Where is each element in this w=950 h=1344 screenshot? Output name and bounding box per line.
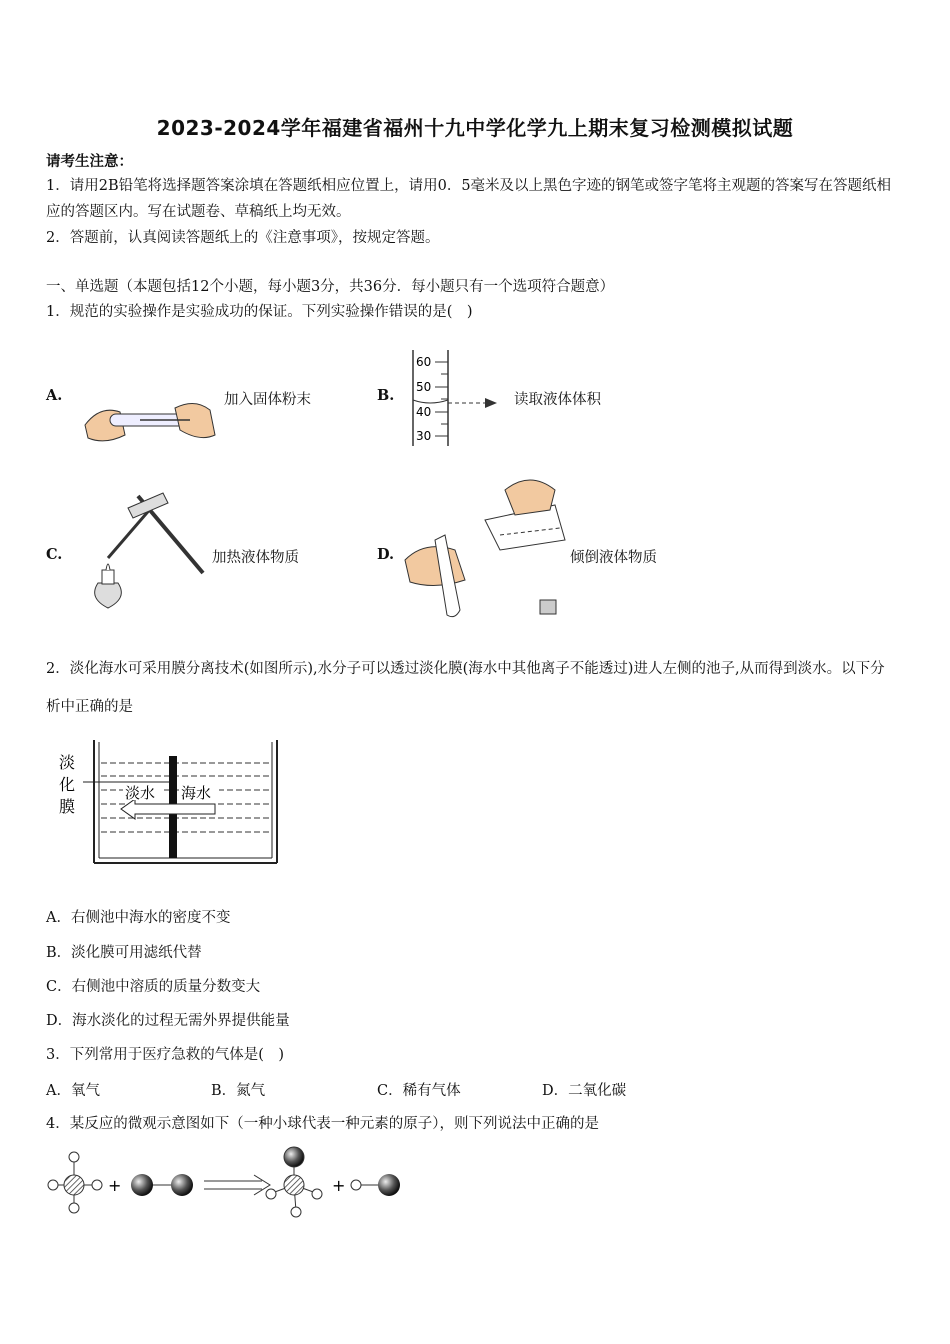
q1-option-c-letter: C.: [46, 546, 63, 563]
q1-option-c-caption: 加热液体物质: [212, 550, 299, 566]
plus-sign-2: +: [332, 1176, 346, 1195]
cylinder-tick-30: 30: [416, 429, 432, 443]
q3-option-b: B．氮气: [211, 1083, 266, 1099]
reaction-micro-diagram: [44, 1145, 414, 1220]
measuring-cylinder-illustration: [405, 348, 505, 448]
pouring-liquid-illustration: [405, 470, 575, 620]
q2-option-d: D．海水淡化的过程无需外界提供能量: [46, 1013, 290, 1029]
q1-option-d-caption: 倾倒液体物质: [570, 550, 657, 566]
question-4-stem: 4．某反应的微观示意图如下（一种小球代表一种元素的原子），则下列说法中正确的是: [46, 1116, 599, 1132]
q3-option-a: A．氧气: [46, 1083, 100, 1099]
q1-option-b-letter: B.: [377, 387, 395, 404]
q3-option-d: D．二氧化碳: [542, 1083, 627, 1099]
heating-liquid-illustration: [78, 488, 208, 618]
membrane-label-2: 化: [59, 775, 76, 794]
q1-option-d-letter: D.: [377, 546, 395, 563]
sea-water-label: 海水: [181, 784, 212, 802]
notice-heading: 请考生注意：: [46, 153, 133, 170]
q3-option-c: C．稀有气体: [377, 1083, 461, 1099]
q2-option-c: C．右侧池中溶质的质量分数变大: [46, 979, 261, 995]
q1-option-a-letter: A.: [46, 387, 63, 404]
cylinder-tick-50: 50: [416, 380, 432, 394]
question-1-stem: 1．规范的实验操作是实验成功的保证。下列实验操作错误的是( ): [46, 304, 473, 320]
fresh-water-label: 淡水: [125, 784, 156, 802]
test-tube-powder-illustration: [80, 390, 220, 450]
plus-sign-1: +: [108, 1176, 122, 1195]
notice-item-1: 1．请用2B铅笔将选择题答案涂填在答题纸相应位置上，请用0．5毫米及以上黑色字迹的钢笔或签字笔将主观题的答案写在答题纸相应的答题区内。写在试题卷、草稿纸上均无效。: [46, 178, 892, 220]
question-2-stem: 2．淡化海水可采用膜分离技术(如图所示),水分子可以透过淡化膜(海水中其他离子不能透过)进人左侧的池子,从而得到淡水。以下分析中正确的是: [46, 661, 885, 715]
q1-option-a-caption: 加入固体粉末: [224, 392, 311, 408]
section-heading: 一、单选题（本题包括12个小题，每小题3分，共36分．每小题只有一个选项符合题意）: [46, 279, 615, 295]
membrane-label-1: 淡: [59, 753, 76, 772]
q1-option-b-caption: 读取液体体积: [514, 392, 601, 408]
cylinder-tick-60: 60: [416, 355, 432, 369]
cylinder-tick-40: 40: [416, 405, 432, 419]
question-3-stem: 3．下列常用于医疗急救的气体是( ): [46, 1047, 285, 1063]
desalination-membrane-diagram: [55, 738, 285, 868]
q2-option-a: A．右侧池中海水的密度不变: [46, 910, 231, 926]
page-title: 2023-2024学年福建省福州十九中学化学九上期末复习检测模拟试题: [156, 116, 794, 140]
q2-option-b: B．淡化膜可用滤纸代替: [46, 945, 202, 961]
membrane-label-3: 膜: [59, 797, 76, 816]
notice-item-2: 2．答题前，认真阅读答题纸上的《注意事项》，按规定答题。: [46, 230, 440, 246]
